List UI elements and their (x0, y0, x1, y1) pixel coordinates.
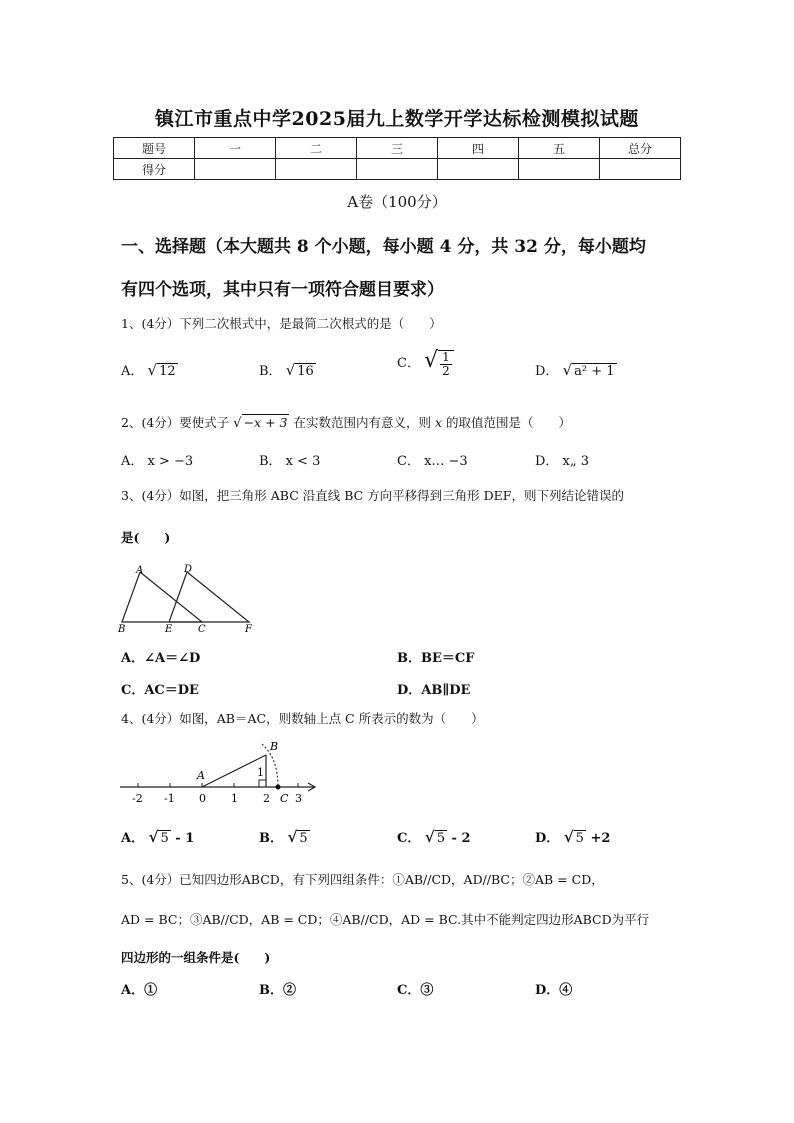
question-3-line2: 是( ) (121, 530, 171, 545)
right-angle-mark (259, 780, 266, 787)
q2-var: x (434, 415, 443, 430)
sqrt-sign: √ (562, 361, 573, 379)
number-line-label-a: A (197, 769, 205, 782)
q4-option-d-radicand: 5 (575, 831, 584, 846)
q4-option-d[interactable] (535, 827, 610, 846)
score-row-label: 得分 (114, 159, 195, 180)
score-header-cell: 三 (357, 138, 438, 159)
sqrt-sign: √ (147, 361, 158, 379)
sqrt-sign: √ (285, 361, 296, 379)
q4-option-a-tail: - 1 (170, 831, 195, 846)
sqrt-sign: √ (148, 828, 159, 846)
q4-option-b-radicand: 5 (299, 831, 308, 846)
tick-label: -2 (132, 792, 143, 805)
figure-label-c: C (198, 624, 206, 635)
triangle-translation-figure (112, 560, 262, 635)
q5-option-a[interactable]: A．① (121, 983, 158, 998)
question-5-line3: 四边形的一组条件是( ) (121, 950, 271, 965)
figure-label-e: E (165, 624, 173, 635)
number-line-label-one: 1 (257, 766, 264, 779)
q1-option-b-label: B． (259, 364, 282, 379)
score-header-cell: 总分 (600, 138, 681, 159)
question-5-line2: AD = BC；③AB//CD，AB = CD；④AB//CD，AD = BC.其中不能判定四边形ABCD为平行 (121, 912, 650, 927)
sqrt-sign: √ (424, 828, 435, 846)
q1-option-a[interactable] (121, 360, 178, 379)
tick-label: 0 (199, 792, 206, 805)
question-1-text: 1、(4分）下列二次根式中，是最简二次根式的是（ ） (121, 316, 442, 331)
q4-option-d-label: D． (535, 831, 560, 846)
q2-mid: 在实数范围内有意义，则 (293, 415, 431, 430)
tick-label: 2 (263, 792, 270, 805)
q5-option-d[interactable]: D．④ (535, 983, 573, 998)
point-c-dot (276, 785, 281, 790)
score-empty-cell[interactable] (195, 159, 276, 180)
q1-option-c-denominator: 2 (442, 363, 450, 378)
sqrt-sign: √ (287, 828, 298, 846)
q3-option-b[interactable]: B．BE＝CF (397, 651, 475, 666)
tick-label: -1 (164, 792, 175, 805)
score-header-cell: 四 (438, 138, 519, 159)
q2-prefix: 2、(4分）要使式子 (121, 415, 230, 430)
score-table-score-row (114, 159, 681, 180)
q5-option-c[interactable]: C．③ (397, 983, 434, 998)
score-empty-cell[interactable] (357, 159, 438, 180)
q1-option-c-label: C． (397, 356, 420, 371)
score-header-cell: 五 (519, 138, 600, 159)
score-empty-cell[interactable] (519, 159, 600, 180)
figure-label-a: A (136, 565, 144, 576)
question-4-text: 4、(4分）如图，AB＝AC，则数轴上点 C 所表示的数为（ ） (121, 711, 484, 726)
q1-option-d[interactable] (535, 360, 617, 379)
score-table-header-row (114, 138, 681, 159)
score-table (113, 137, 681, 180)
q4-option-c[interactable] (397, 827, 471, 846)
q4-option-a-radicand: 5 (160, 831, 169, 846)
tick-label: 1 (231, 792, 238, 805)
score-empty-cell[interactable] (438, 159, 519, 180)
q5-option-b[interactable]: B．② (259, 983, 296, 998)
q2-option-c[interactable]: C． x… −3 (397, 454, 468, 469)
q4-option-b-label: B． (259, 831, 283, 846)
sqrt-sign: √ (563, 828, 574, 846)
tick-label: 3 (295, 792, 302, 805)
q2-option-b[interactable]: B． x < 3 (259, 454, 321, 469)
q3-option-d[interactable]: D．AB∥DE (397, 683, 471, 698)
triangle-def (169, 572, 249, 622)
exam-title: 镇江市重点中学2025届九上数学开学达标检测模拟试题 (155, 108, 639, 130)
q1-option-d-label: D． (535, 364, 559, 379)
q1-option-c[interactable] (397, 348, 454, 378)
question-3-line1: 3、(4分）如图，把三角形 ABC 沿直线 BC 方向平移得到三角形 DEF，则下列结论错误的 (121, 488, 624, 503)
number-line-label-b: B (270, 740, 279, 753)
figure-label-b: B (118, 624, 126, 635)
q1-option-a-label: A． (121, 364, 144, 379)
q4-option-d-tail: +2 (585, 831, 611, 846)
q1-option-c-numerator: 1 (442, 349, 450, 364)
q4-option-a-label: A． (121, 831, 145, 846)
question-2-text (121, 413, 571, 431)
figure-label-d: D (184, 564, 193, 575)
volume-heading: A卷（100分） (347, 193, 447, 211)
number-line-label-c: C (280, 792, 289, 805)
q1-option-b-radicand: 16 (297, 364, 314, 379)
q4-option-c-label: C． (397, 831, 421, 846)
number-line-figure (118, 736, 323, 808)
sqrt-sign: √ (424, 348, 439, 373)
q2-radicand: −x + 3 (243, 415, 288, 430)
q2-suffix: 的取值范围是（ ） (446, 415, 572, 430)
score-header-cell: 一 (195, 138, 276, 159)
score-header-cell: 题号 (114, 138, 195, 159)
q3-option-c[interactable]: C．AC＝DE (121, 683, 199, 698)
figure-label-f: F (245, 624, 252, 635)
q4-option-c-radicand: 5 (436, 831, 446, 846)
q4-option-c-tail: - 2 (447, 831, 471, 846)
q1-option-b[interactable] (259, 360, 316, 379)
sqrt-sign: √ (233, 416, 242, 431)
q4-option-a[interactable] (121, 827, 194, 846)
question-5-line1: 5、(4分）已知四边形ABCD，有下列四组条件：①AB//CD，AD//BC；②AB = CD， (121, 872, 604, 887)
q4-option-b[interactable] (259, 827, 310, 846)
section-heading-line2: 有四个选项，其中只有一项符合题目要求） (121, 280, 444, 300)
triangle-abc (122, 572, 202, 622)
score-empty-cell[interactable] (276, 159, 357, 180)
score-empty-cell[interactable] (600, 159, 681, 180)
q3-option-a[interactable]: A．∠A＝∠D (121, 651, 201, 666)
q2-option-a[interactable]: A． x > −3 (121, 454, 194, 469)
q1-option-d-radicand: a² + 1 (574, 364, 615, 379)
q1-option-a-radicand: 12 (159, 364, 176, 379)
section-heading-line1: 一、选择题（本大题共 8 个小题，每小题 4 分，共 32 分，每小题均 (121, 237, 646, 257)
q1-option-c-fraction (438, 350, 454, 378)
q2-option-d[interactable]: D． x„ 3 (535, 454, 590, 469)
score-header-cell: 二 (276, 138, 357, 159)
